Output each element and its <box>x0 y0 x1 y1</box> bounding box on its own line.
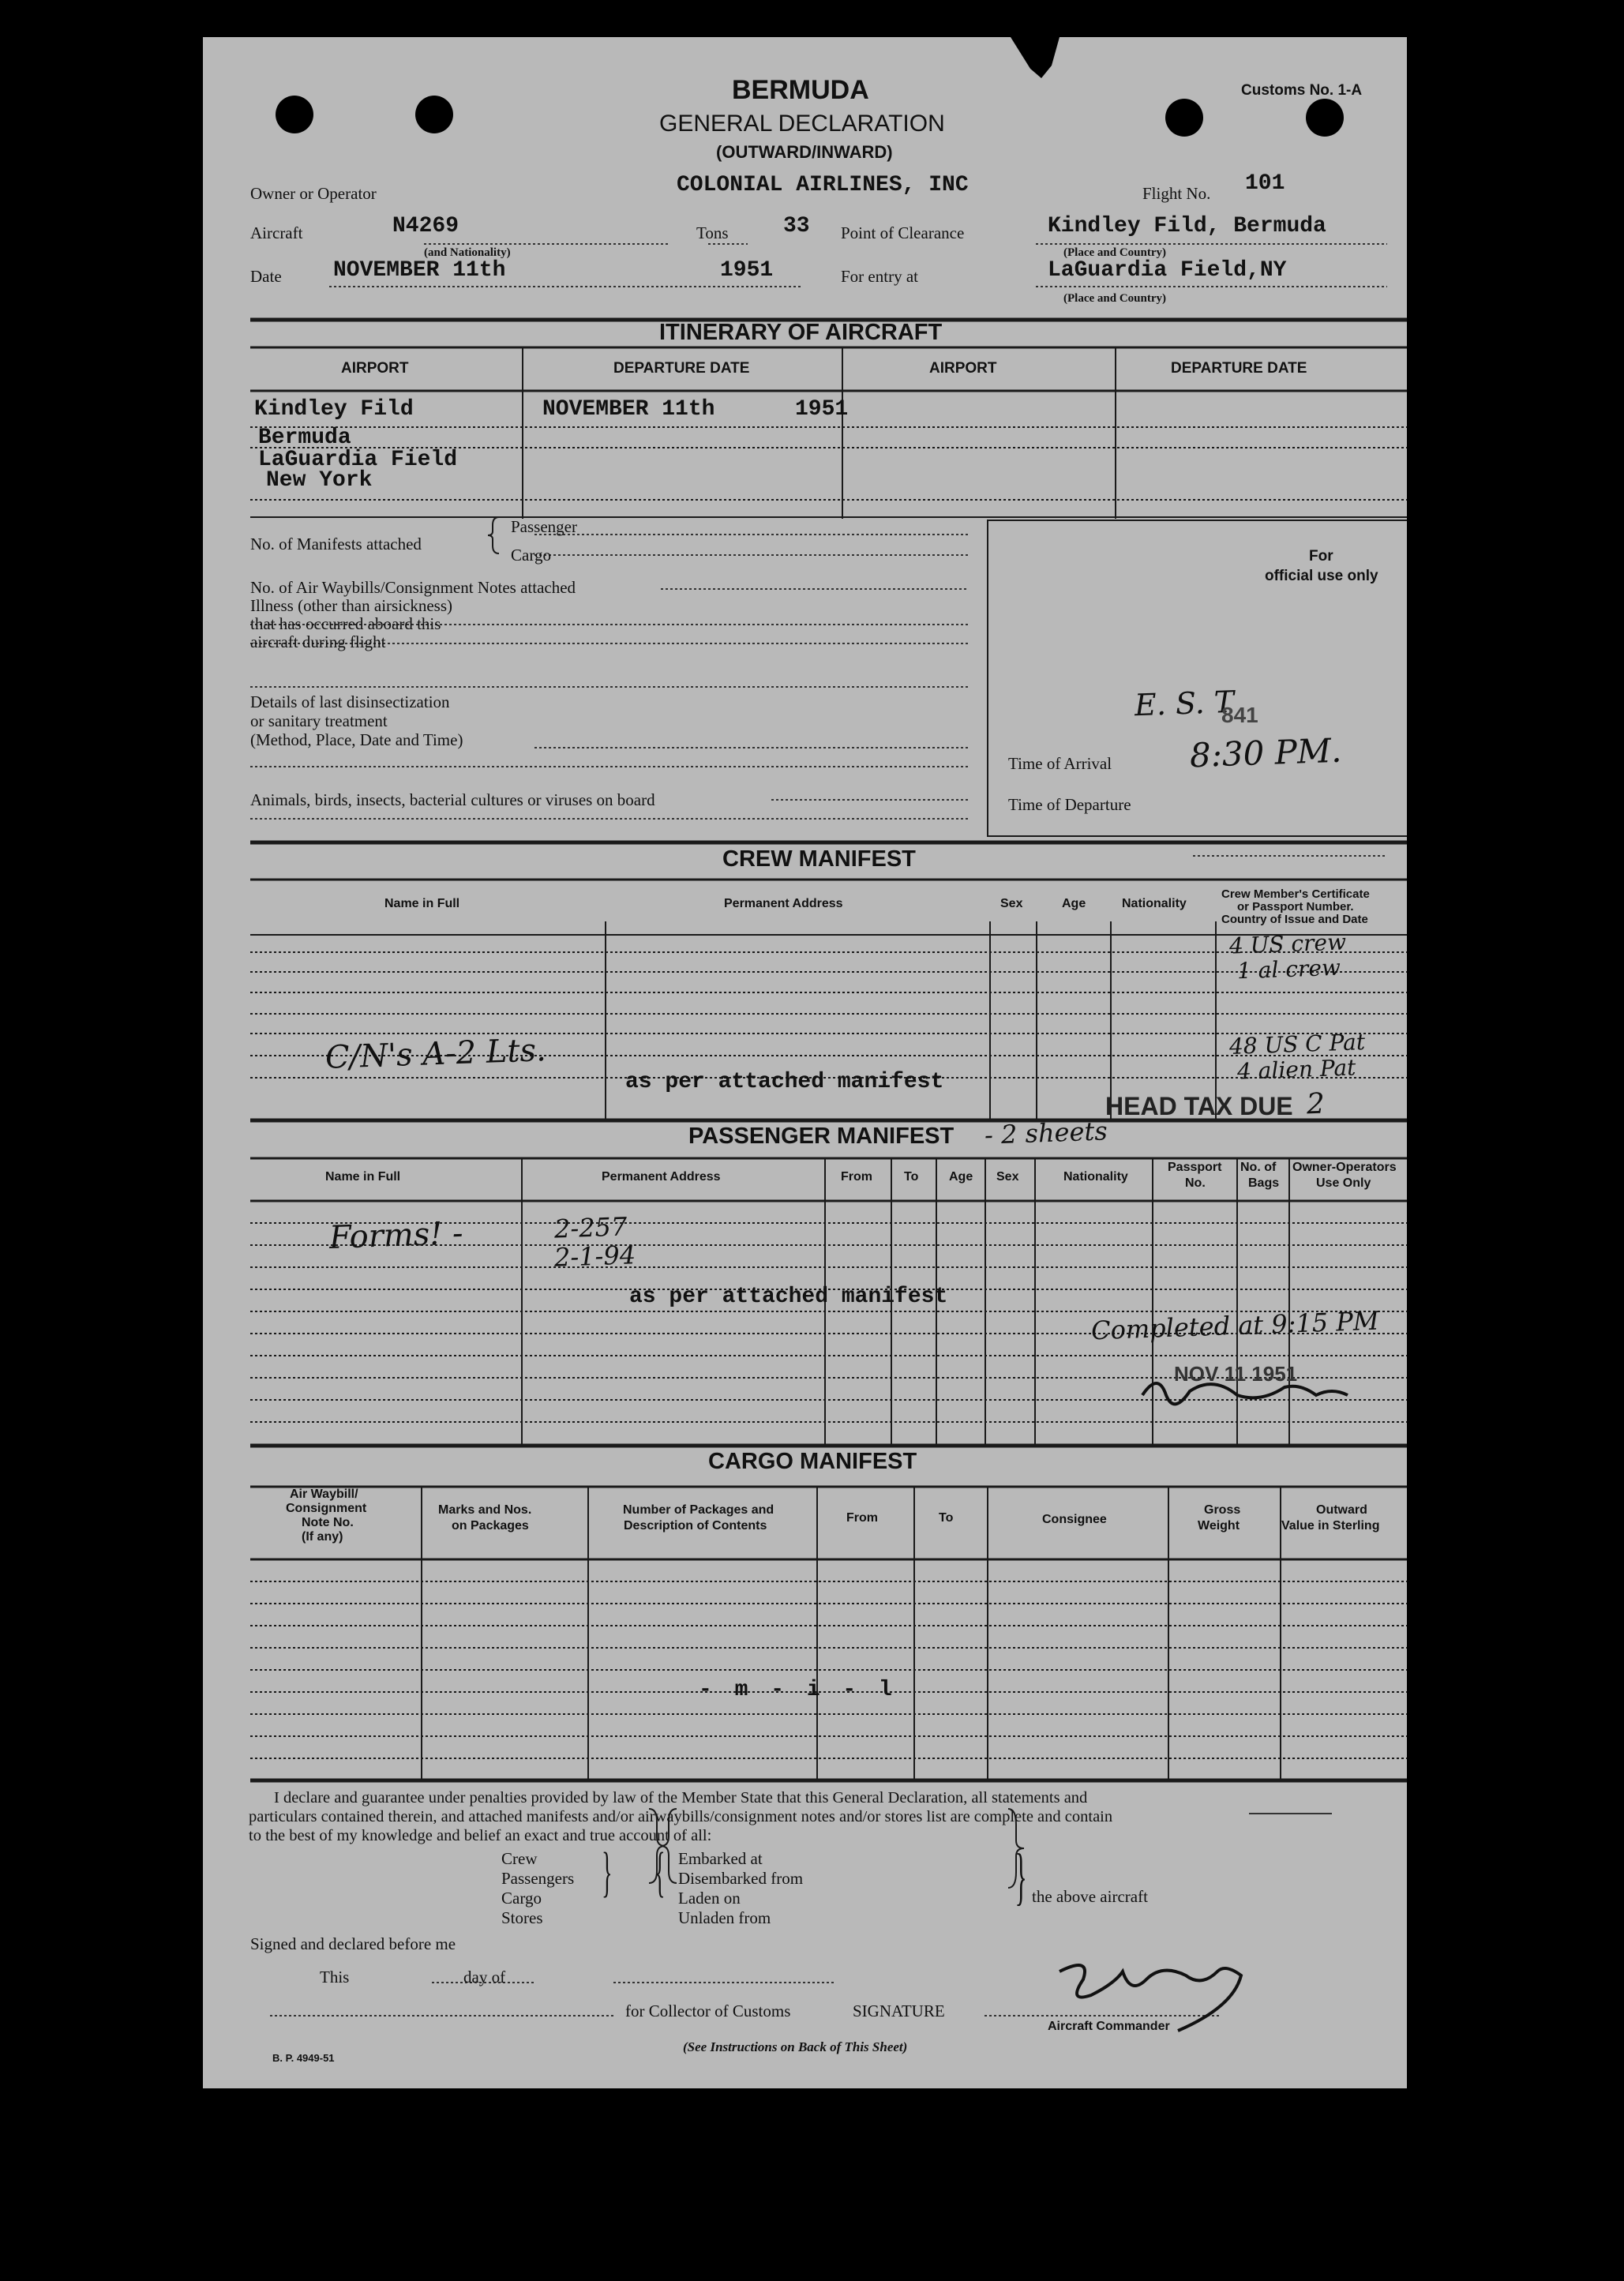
crew-cert-note: 4 alien Pat <box>1236 1054 1356 1085</box>
cargo-col-packages: Number of Packages and <box>623 1503 774 1517</box>
stamp-number: 841 <box>1221 703 1258 727</box>
flight-label: Flight No. <box>1142 184 1211 203</box>
owner-label: Owner or Operator <box>250 184 377 203</box>
declaration-right-item: Unladen from <box>678 1908 771 1927</box>
cargo-col-weight: Weight <box>1198 1519 1240 1533</box>
declaration-brace: } <box>602 1842 613 1903</box>
signed-declared-label: Signed and declared before me <box>250 1934 456 1953</box>
passenger-sheets-note: - 2 sheets <box>984 1116 1108 1150</box>
passenger-col-age: Age <box>949 1170 973 1184</box>
itinerary-departure-year: 1951 <box>795 397 849 422</box>
customs-number: Customs No. 1-A <box>1241 82 1363 99</box>
owner-value: COLONIAL AIRLINES, INC <box>677 173 969 197</box>
crew-col-certificate: Country of Issue and Date <box>1221 913 1368 926</box>
passenger-col-name: Name in Full <box>325 1170 401 1184</box>
collector-label: for Collector of Customs <box>625 2002 791 2020</box>
cargo-manifest-label: Cargo <box>511 546 551 565</box>
cargo-col-marks: on Packages <box>452 1519 529 1533</box>
cargo-col-waybill: (If any) <box>302 1530 343 1544</box>
crew-title: CREW MANIFEST <box>722 846 916 872</box>
head-tax-value: 2 <box>1306 1087 1326 1121</box>
crew-col-certificate: Crew Member's Certificate <box>1221 887 1370 901</box>
passenger-col-passport: Passport <box>1168 1161 1222 1174</box>
flight-value: 101 <box>1245 171 1285 196</box>
departure-time-label: Time of Departure <box>1008 795 1131 814</box>
entry-value: LaGuardia Field,NY <box>1048 258 1287 283</box>
year-value: 1951 <box>720 258 774 283</box>
passenger-col-nationality: Nationality <box>1063 1170 1128 1184</box>
cargo-col-from: From <box>846 1511 878 1525</box>
aircraft-nationality-note: (and Nationality) <box>424 246 511 259</box>
declaration-left-item: Passengers <box>501 1869 575 1888</box>
crew-cert-note: 4 US crew <box>1228 929 1347 959</box>
form-title: GENERAL DECLARATION <box>659 111 945 137</box>
itinerary-airport-line: LaGuardia Field <box>258 448 458 472</box>
itinerary-airport-line: Bermuda <box>258 426 351 450</box>
day-of-label: day of <box>463 1968 506 1986</box>
date-label: Date <box>250 267 282 286</box>
passenger-form-code: 2-257 <box>553 1211 628 1244</box>
customs-form-sheet <box>203 37 1407 2088</box>
instructions-note: (See Instructions on Back of This Sheet) <box>683 2039 908 2054</box>
declaration-line: to the best of my knowledge and belief an exact and true account of all: <box>249 1827 712 1844</box>
passenger-col-bags: Bags <box>1248 1176 1280 1190</box>
form-subtitle: (OUTWARD/INWARD) <box>716 142 893 162</box>
illness-label: aircraft during flight <box>250 632 386 651</box>
declaration-brace: { <box>654 1842 666 1903</box>
cargo-col-waybill: Air Waybill/ <box>290 1488 358 1501</box>
official-use-heading: official use only <box>1265 568 1378 584</box>
place-country-note-2: (Place and Country) <box>1063 292 1166 305</box>
crew-col-sex: Sex <box>1000 897 1023 910</box>
itinerary-title: ITINERARY OF AIRCRAFT <box>659 320 943 345</box>
head-tax-stamp: HEAD TAX DUE <box>1105 1092 1293 1120</box>
passenger-form-code: 2-1-94 <box>553 1240 636 1273</box>
tons-label: Tons <box>696 223 729 242</box>
declaration-left-item: Crew <box>501 1849 538 1868</box>
entry-label: For entry at <box>841 267 918 286</box>
est-note: E. S. T <box>1134 684 1235 723</box>
itinerary-departure-date: NOVEMBER 11th <box>542 397 715 422</box>
passenger-col-sex: Sex <box>996 1170 1019 1184</box>
illness-label: Illness (other than airsickness) <box>250 596 453 615</box>
passenger-col-from: From <box>841 1170 872 1184</box>
passenger-col-owner-use: Owner-Operators <box>1292 1161 1397 1174</box>
cargo-col-waybill: Note No. <box>302 1516 354 1529</box>
passenger-col-bags: No. of <box>1240 1161 1277 1174</box>
tons-value: 33 <box>783 214 810 238</box>
itinerary-col-departure-1: DEPARTURE DATE <box>613 360 750 377</box>
passenger-manifest-label: Passenger <box>511 517 577 536</box>
crew-col-address: Permanent Address <box>724 897 843 910</box>
above-aircraft-label: the above aircraft <box>1032 1887 1148 1906</box>
itinerary-airport-line: Kindley Fild <box>254 397 414 422</box>
itinerary-col-airport-2: AIRPORT <box>929 360 997 377</box>
place-country-note: (Place and Country) <box>1063 246 1166 259</box>
passenger-forms-note: Forms! - <box>328 1215 464 1256</box>
this-label: This <box>320 1968 350 1986</box>
disinsect-label: Details of last disinsectization <box>250 692 450 711</box>
official-use-heading: For <box>1309 548 1333 565</box>
arrival-value: 8:30 PM. <box>1189 730 1343 775</box>
manifests-label: No. of Manifests attached <box>250 535 422 553</box>
declaration-right-item: Laden on <box>678 1889 741 1908</box>
cargo-col-value: Value in Sterling <box>1281 1519 1380 1533</box>
passenger-title: PASSENGER MANIFEST <box>688 1124 955 1149</box>
cargo-col-weight: Gross <box>1204 1503 1241 1517</box>
clearance-label: Point of Clearance <box>841 223 965 242</box>
disinsect-label: or sanitary treatment <box>250 711 388 730</box>
passenger-completed-note: Completed at 9:15 PM <box>1090 1305 1380 1346</box>
cargo-col-packages: Description of Contents <box>624 1519 767 1533</box>
cargo-mail-entry: - m - i - l <box>699 1678 897 1702</box>
itinerary-col-departure-2: DEPARTURE DATE <box>1171 360 1307 377</box>
date-value: NOVEMBER 11th <box>333 258 506 283</box>
passenger-address-note: as per attached manifest <box>629 1285 948 1309</box>
passenger-date-stamp: NOV 11 1951 <box>1174 1362 1298 1386</box>
crew-cert-note: 1 al crew <box>1236 954 1341 985</box>
cargo-col-consignee: Consignee <box>1042 1513 1107 1526</box>
cargo-col-marks: Marks and Nos. <box>438 1503 532 1517</box>
cargo-col-to: To <box>939 1511 954 1525</box>
crew-address-note: as per attached manifest <box>625 1070 944 1094</box>
itinerary-col-airport-1: AIRPORT <box>341 360 409 377</box>
cargo-title: CARGO MANIFEST <box>708 1449 917 1474</box>
declaration-left-item: Stores <box>501 1908 543 1927</box>
signature-label: SIGNATURE <box>853 2002 945 2020</box>
crew-col-nationality: Nationality <box>1122 897 1187 910</box>
crew-col-certificate: or Passport Number. <box>1237 900 1354 914</box>
animals-label: Animals, birds, insects, bacterial cultures or viruses on board <box>250 790 655 809</box>
form-country: BERMUDA <box>732 75 869 105</box>
passenger-col-address: Permanent Address <box>602 1170 721 1184</box>
crew-col-age: Age <box>1062 897 1086 910</box>
aircraft-label: Aircraft <box>250 223 303 242</box>
passenger-col-to: To <box>904 1170 919 1184</box>
disinsect-label: (Method, Place, Date and Time) <box>250 730 463 749</box>
waybills-label: No. of Air Waybills/Consignment Notes attached <box>250 578 576 597</box>
declaration-right-item: Disembarked from <box>678 1869 804 1888</box>
torn-edge <box>1011 37 1060 78</box>
commander-label: Aircraft Commander <box>1048 2020 1170 2033</box>
passenger-col-passport: No. <box>1185 1176 1206 1190</box>
declaration-left-item: Cargo <box>501 1889 542 1908</box>
illness-label: that has occurred aboard this <box>250 614 441 633</box>
passenger-col-owner-use: Use Only <box>1316 1176 1371 1190</box>
form-number: B. P. 4949-51 <box>272 2052 335 2064</box>
crew-cert-note: 48 US C Pat <box>1228 1029 1366 1060</box>
aircraft-value: N4269 <box>392 214 459 238</box>
clearance-value: Kindley Fild, Bermuda <box>1048 214 1326 238</box>
arrival-label: Time of Arrival <box>1008 754 1112 773</box>
crew-handwritten-name: C/N's A-2 Lts. <box>324 1032 547 1076</box>
inspector-signature-scrawl <box>1142 1383 1348 1404</box>
cargo-col-waybill: Consignment <box>286 1502 367 1515</box>
itinerary-airport-line: New York <box>266 468 373 493</box>
declaration-right-item: Embarked at <box>678 1849 763 1868</box>
declaration-line: particulars contained therein, and attached manifests and/or airwaybills/consignment notes and/or stores list are complete and contain <box>249 1808 1113 1825</box>
cargo-col-value: Outward <box>1316 1503 1367 1517</box>
declaration-line: I declare and guarantee under penalties provided by law of the Member State that this General Declaration, all statements and <box>274 1789 1088 1806</box>
crew-col-name: Name in Full <box>384 897 460 910</box>
declaration-brace: } <box>1015 1842 1027 1911</box>
